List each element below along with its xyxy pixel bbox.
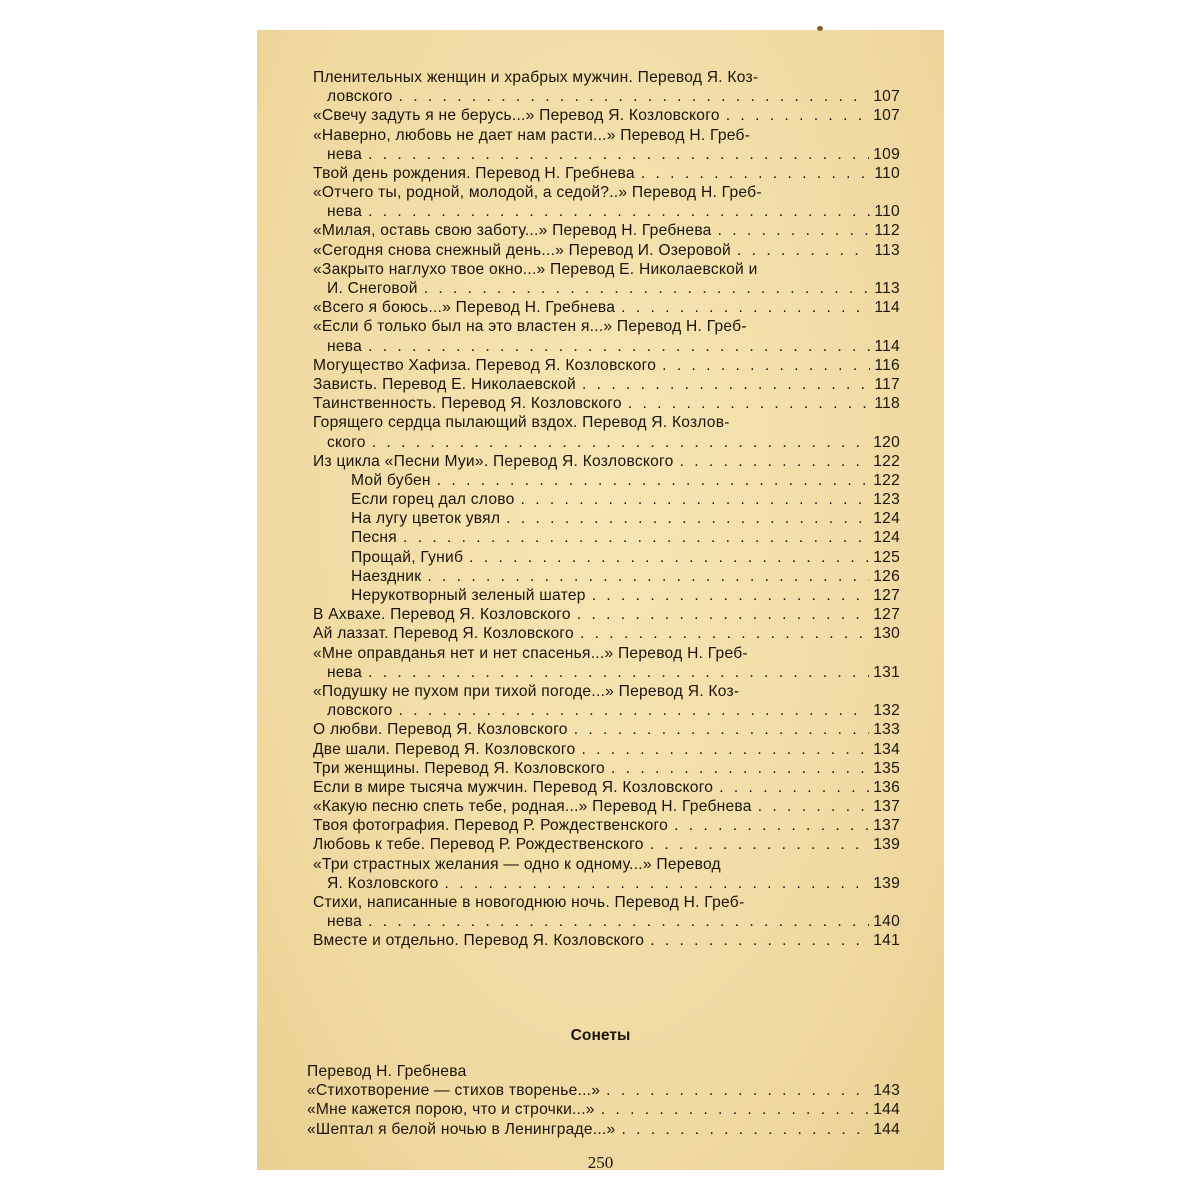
sonnet-page: 144 xyxy=(873,1101,900,1119)
toc-entry-title: Стихи, написанные в новогоднюю ночь. Перевод Н. Греб- xyxy=(313,894,745,912)
toc-entry-title: Песня xyxy=(351,529,397,547)
toc-entry xyxy=(313,682,900,720)
toc-entry-title: «Закрыто наглухо твое окно...» Перевод Е. Николаевской и xyxy=(313,260,758,278)
toc-entry xyxy=(313,126,900,164)
leader-dots xyxy=(366,433,869,452)
toc-entry-page: 139 xyxy=(873,874,900,892)
toc-entry-page: 116 xyxy=(874,356,900,374)
leader-dots xyxy=(393,701,870,720)
leader-dots xyxy=(362,337,870,356)
leader-dots xyxy=(500,509,869,528)
leader-dots xyxy=(362,202,870,221)
table-of-contents xyxy=(313,68,900,951)
toc-entry-page: 122 xyxy=(873,471,900,489)
toc-entry xyxy=(313,797,900,816)
toc-entry xyxy=(313,164,900,183)
toc-entry-page: 131 xyxy=(873,663,900,681)
toc-entry-title: Горящего сердца пылающий вздох. Перевод Я. Козлов- xyxy=(313,414,730,432)
toc-entry-page: 132 xyxy=(873,702,900,720)
toc-entry-page: 110 xyxy=(874,164,900,182)
toc-entry-page: 127 xyxy=(873,606,900,624)
leader-dots xyxy=(644,931,869,950)
toc-entry-page: 113 xyxy=(874,280,900,298)
page-number: 250 xyxy=(587,1153,614,1172)
toc-entry-title: «Милая, оставь свою заботу...» Перевод Н. Гребнева xyxy=(313,222,712,240)
toc-entry-page: 139 xyxy=(873,836,900,854)
leader-dots xyxy=(418,279,871,298)
leader-dots xyxy=(393,87,870,106)
toc-entry-page: 134 xyxy=(873,740,900,758)
toc-entry-page: 114 xyxy=(874,337,900,355)
toc-entry xyxy=(313,298,900,317)
toc-entry-title: В Ахвахе. Перевод Я. Козловского xyxy=(313,606,571,624)
sonnet-entry xyxy=(307,1120,900,1139)
sonnet-page: 144 xyxy=(873,1120,900,1138)
toc-entry-title: Пленительных женщин и храбрых мужчин. Перевод Я. Коз- xyxy=(313,68,759,86)
toc-entry-title: «Какую песню спеть тебе, родная...» Перевод Н. Гребнева xyxy=(313,798,752,816)
toc-entry xyxy=(313,68,900,106)
leader-dots xyxy=(362,145,869,164)
toc-entry xyxy=(313,509,900,528)
toc-entry-title: «Свечу задуть я не берусь...» Перевод Я. Козловского xyxy=(313,107,720,125)
toc-entry-page: 130 xyxy=(873,625,900,643)
toc-entry-page: 133 xyxy=(873,721,900,739)
leader-dots xyxy=(595,1100,869,1119)
toc-entry xyxy=(313,855,900,893)
toc-entry-page: 141 xyxy=(873,932,900,950)
toc-entry-title: Твоя фотография. Перевод Р. Рождественского xyxy=(313,817,669,835)
leader-dots xyxy=(431,471,869,490)
toc-entry xyxy=(313,893,900,931)
toc-entry-page: 107 xyxy=(873,107,900,125)
toc-entry-page: 118 xyxy=(874,395,900,413)
toc-entry-title: нева xyxy=(327,203,363,221)
leader-dots xyxy=(656,356,870,375)
toc-entry-title: Две шали. Перевод Я. Козловского xyxy=(313,740,576,758)
toc-entry xyxy=(313,548,900,567)
toc-entry xyxy=(313,241,900,260)
toc-entry-title: Три женщины. Перевод Я. Козловского xyxy=(313,759,605,777)
toc-entry xyxy=(313,778,900,797)
toc-entry xyxy=(313,375,900,394)
leader-dots xyxy=(463,548,869,567)
leader-dots xyxy=(600,1081,869,1100)
toc-entry-title: «Мне оправданья нет и нет спасенья...» Перевод Н. Греб- xyxy=(313,644,748,662)
toc-entry-title: нева xyxy=(327,337,363,355)
leader-dots xyxy=(576,375,870,394)
toc-entry-title: Я. Козловского xyxy=(327,874,439,892)
leader-dots xyxy=(362,912,869,931)
toc-entry-title: Вместе и отдельно. Перевод Я. Козловского xyxy=(313,932,645,950)
toc-entry xyxy=(313,720,900,739)
toc-entry-page: 114 xyxy=(874,299,900,317)
toc-entry-page: 124 xyxy=(873,529,900,547)
toc-entry xyxy=(313,586,900,605)
toc-entry-page: 117 xyxy=(874,375,900,393)
toc-entry xyxy=(313,931,900,950)
leader-dots xyxy=(712,221,871,240)
toc-entry xyxy=(313,356,900,375)
toc-entry xyxy=(313,567,900,586)
toc-entry-title: И. Снеговой xyxy=(327,280,418,298)
leader-dots xyxy=(586,586,870,605)
leader-dots xyxy=(713,778,869,797)
toc-entry-title: Нерукотворный зеленый шатер xyxy=(351,587,586,605)
toc-entry-title: Твой день рождения. Перевод Н. Гребнева xyxy=(313,164,635,182)
toc-entry xyxy=(313,317,900,355)
toc-entry xyxy=(313,740,900,759)
toc-entry-page: 124 xyxy=(873,510,900,528)
leader-dots xyxy=(397,528,869,547)
leader-dots xyxy=(615,298,870,317)
toc-entry-page: 127 xyxy=(873,587,900,605)
toc-entry xyxy=(313,106,900,125)
toc-entry xyxy=(313,183,900,221)
toc-entry-title: нева xyxy=(327,663,363,681)
leader-dots xyxy=(731,241,870,260)
toc-entry-title: Мой бубен xyxy=(351,471,431,489)
book-page xyxy=(257,30,944,1170)
toc-entry-title: ловского xyxy=(327,702,393,720)
toc-entry-page: 123 xyxy=(873,491,900,509)
sonnet-entry xyxy=(307,1081,900,1100)
toc-entry-title: Прощай, Гуниб xyxy=(351,548,464,566)
toc-entry-page: 122 xyxy=(873,452,900,470)
toc-entry-title: Если горец дал слово xyxy=(351,491,515,509)
leader-dots xyxy=(515,490,870,509)
leader-dots xyxy=(752,797,870,816)
toc-entry xyxy=(313,644,900,682)
toc-entry-title: ловского xyxy=(327,88,393,106)
toc-entry-page: 126 xyxy=(873,567,900,585)
toc-entry-title: «Подушку не пухом при тихой погоде...» Перевод Я. Коз- xyxy=(313,682,740,700)
sonnets-translator: Перевод Н. Гребнева xyxy=(307,1062,467,1080)
toc-entry xyxy=(313,394,900,413)
toc-entry-page: 125 xyxy=(873,548,900,566)
toc-entry xyxy=(313,452,900,471)
toc-entry-title: нева xyxy=(327,913,363,931)
leader-dots xyxy=(605,759,869,778)
leader-dots xyxy=(674,452,870,471)
toc-entry-title: «Наверно, любовь не дает нам расти...» Перевод Н. Греб- xyxy=(313,126,751,144)
toc-entry-title: Наездник xyxy=(351,567,422,585)
leader-dots xyxy=(615,1120,869,1139)
toc-entry-title: Любовь к тебе. Перевод Р. Рождественского xyxy=(313,836,644,854)
toc-entry-title: Если в мире тысяча мужчин. Перевод Я. Козловского xyxy=(313,778,714,796)
toc-entry-title: Таинственность. Перевод Я. Козловского xyxy=(313,395,622,413)
leader-dots xyxy=(421,567,869,586)
toc-entry-page: 113 xyxy=(874,241,900,259)
paper-stain xyxy=(817,26,823,31)
toc-entry xyxy=(313,759,900,778)
leader-dots xyxy=(571,605,869,624)
toc-entry-page: 135 xyxy=(873,759,900,777)
toc-entry-title: нева xyxy=(327,145,363,163)
leader-dots xyxy=(644,835,870,854)
sonnet-entry xyxy=(307,1100,900,1119)
leader-dots xyxy=(635,164,871,183)
leader-dots xyxy=(574,624,869,643)
toc-entry-page: 140 xyxy=(873,913,900,931)
toc-entry-title: Из цикла «Песни Муи». Перевод Я. Козловского xyxy=(313,452,674,470)
toc-entry-title: «Сегодня снова снежный день...» Перевод И. Озеровой xyxy=(313,241,732,259)
toc-entry-page: 107 xyxy=(873,88,900,106)
leader-dots xyxy=(720,106,869,125)
toc-entry-page: 120 xyxy=(873,433,900,451)
toc-entry-title: «Отчего ты, родной, молодой, а седой?..» Перевод Н. Греб- xyxy=(313,184,762,202)
toc-entry xyxy=(313,413,900,451)
toc-entry xyxy=(313,490,900,509)
sonnet-title: «Мне кажется порою, что и строчки...» xyxy=(307,1101,595,1119)
sonnet-title: «Шептал я белой ночью в Ленинграде...» xyxy=(307,1120,616,1138)
leader-dots xyxy=(575,740,869,759)
sonnets-list xyxy=(307,1062,900,1139)
toc-entry-title: О любви. Перевод Я. Козловского xyxy=(313,721,568,739)
toc-entry xyxy=(313,222,900,241)
leader-dots xyxy=(668,816,869,835)
leader-dots xyxy=(439,874,870,893)
sonnet-page: 143 xyxy=(873,1082,900,1100)
toc-entry-title: «Три страстных желания — одно к одному...» Перевод xyxy=(313,855,721,873)
toc-entry-page: 110 xyxy=(874,203,900,221)
leader-dots xyxy=(622,394,871,413)
toc-entry-page: 136 xyxy=(873,778,900,796)
toc-entry-title: Зависть. Перевод Е. Николаевской xyxy=(313,375,577,393)
toc-entry-title: «Если б только был на это властен я...» Перевод Н. Греб- xyxy=(313,318,747,336)
toc-entry xyxy=(313,529,900,548)
toc-entry-page: 112 xyxy=(874,222,900,240)
toc-entry-page: 137 xyxy=(873,798,900,816)
toc-entry-title: На лугу цветок увял xyxy=(351,510,501,528)
toc-entry xyxy=(313,816,900,835)
toc-entry-title: «Всего я боюсь...» Перевод Н. Гребнева xyxy=(313,299,616,317)
sonnet-title: «Стихотворение — стихов творенье...» xyxy=(307,1082,601,1100)
toc-entry-title: Могущество Хафиза. Перевод Я. Козловского xyxy=(313,356,657,374)
toc-entry xyxy=(313,624,900,643)
toc-entry xyxy=(313,260,900,298)
toc-entry-title: Ай лаззат. Перевод Я. Козловского xyxy=(313,625,574,643)
toc-entry xyxy=(313,836,900,855)
toc-entry-page: 109 xyxy=(873,145,900,163)
toc-entry xyxy=(313,605,900,624)
toc-entry-title: ского xyxy=(327,433,366,451)
toc-entry-page: 137 xyxy=(873,817,900,835)
leader-dots xyxy=(568,720,870,739)
leader-dots xyxy=(362,663,869,682)
toc-entry xyxy=(313,471,900,490)
section-heading: Сонеты xyxy=(570,1027,631,1044)
